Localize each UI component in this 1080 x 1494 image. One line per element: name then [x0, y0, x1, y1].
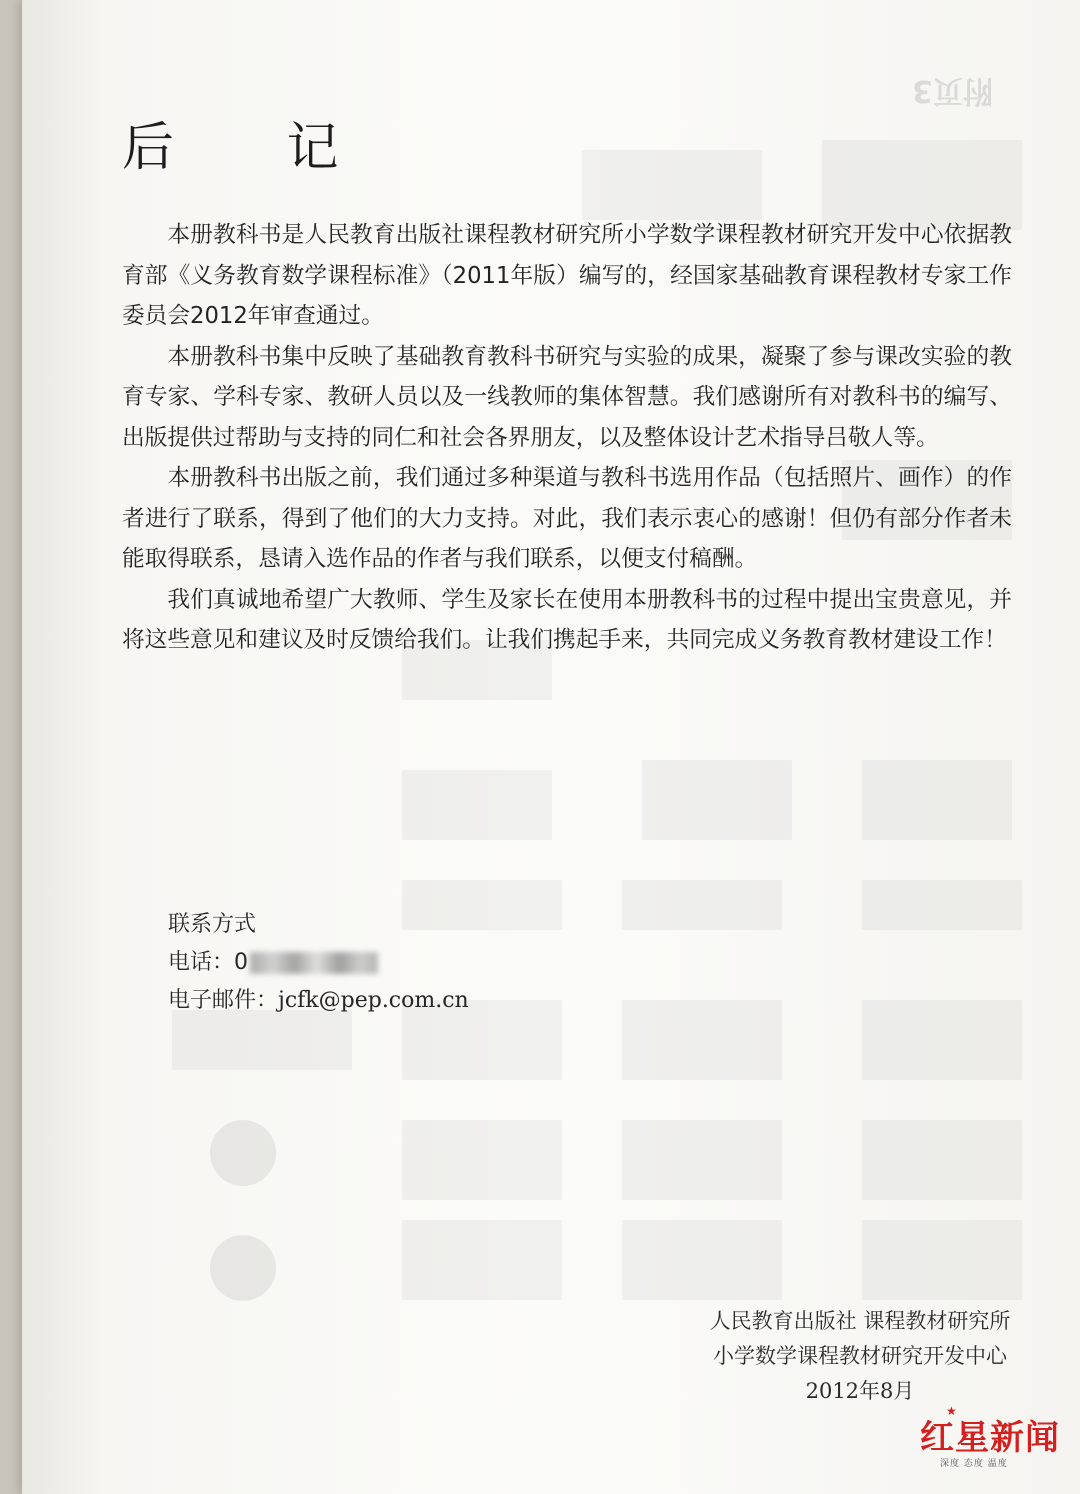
bleed-through-block	[402, 1120, 562, 1200]
bleed-through-circle	[210, 1235, 276, 1301]
contact-block	[168, 906, 469, 1020]
paragraph: 本册教科书集中反映了基础教育教科书研究与实验的成果，凝聚了参与课改实验的教育专家、学科专家、教研人员以及一线教师的集体智慧。我们感谢所有对教科书的编写、出版提供过帮助与支持的同仁和社会各界朋友，以及整体设计艺术指导吕敬人等。	[122, 343, 1012, 451]
book-page	[22, 0, 1080, 1494]
email-label: 电子邮件：	[168, 988, 279, 1013]
paragraph: 本册教科书是人民教育出版社课程教材研究所小学数学课程教材研究开发中心依据教育部《义务教育数学课程标准》（2011年版）编写的，经国家基础教育课程教材专家工作委员会2012年审查通过。	[122, 222, 1012, 329]
back-side-label: 附页3	[912, 73, 993, 108]
contact-heading: 联系方式	[168, 912, 257, 937]
bleed-through-block	[862, 1120, 1022, 1200]
watermark-tagline: 深度 态度 温度	[940, 1459, 1008, 1469]
paragraph: 我们真诚地希望广大教师、学生及家长在使用本册教科书的过程中提出宝贵意见，并将这些意见和建议及时反馈给我们。让我们携起手来，共同完成义务教育教材建设工作！	[122, 586, 1012, 653]
redacted-phone-blur	[250, 952, 378, 974]
email-line	[168, 982, 469, 1020]
bleed-through-block	[862, 880, 1022, 930]
phone-line	[168, 944, 469, 982]
email-value: jcfk@pep.com.cn	[278, 988, 469, 1013]
bleed-through-block	[582, 150, 762, 220]
bleed-through-block	[862, 1000, 1022, 1080]
signature-block	[670, 1304, 1050, 1409]
bleed-through-block	[622, 1000, 782, 1080]
paragraph: 本册教科书出版之前，我们通过多种渠道与教科书选用作品（包括照片、画作）的作者进行了联系，得到了他们的大力支持。对此，我们表示衷心的感谢！但仍有部分作者未能取得联系，恳请入选作品的作者与我们联系，以便支付稿酬。	[122, 465, 1012, 572]
bleed-through-block	[622, 1220, 782, 1300]
watermark-brand: 红星新闻	[920, 1418, 1060, 1458]
phone-label: 电话：	[168, 950, 235, 975]
bleed-through-circle	[210, 1120, 276, 1186]
bleed-through-block	[862, 1220, 1022, 1300]
center-line: 小学数学课程教材研究开发中心	[713, 1344, 1007, 1368]
signature-date: 2012年8月	[805, 1379, 915, 1403]
bleed-through-block	[862, 760, 1012, 840]
news-watermark-logo	[920, 1404, 1070, 1476]
publisher-line: 人民教育出版社 课程教材研究所	[709, 1309, 1011, 1333]
star-icon: ★	[946, 1404, 957, 1418]
phone-value: 0	[234, 950, 249, 975]
bleed-through-block	[642, 760, 792, 840]
page-title: 后 记	[122, 117, 387, 178]
bleed-through-block	[622, 880, 782, 930]
bleed-through-block	[622, 1120, 782, 1200]
bleed-through-block	[402, 1220, 562, 1300]
afterword-body	[122, 215, 1012, 661]
bleed-through-block	[402, 770, 552, 840]
